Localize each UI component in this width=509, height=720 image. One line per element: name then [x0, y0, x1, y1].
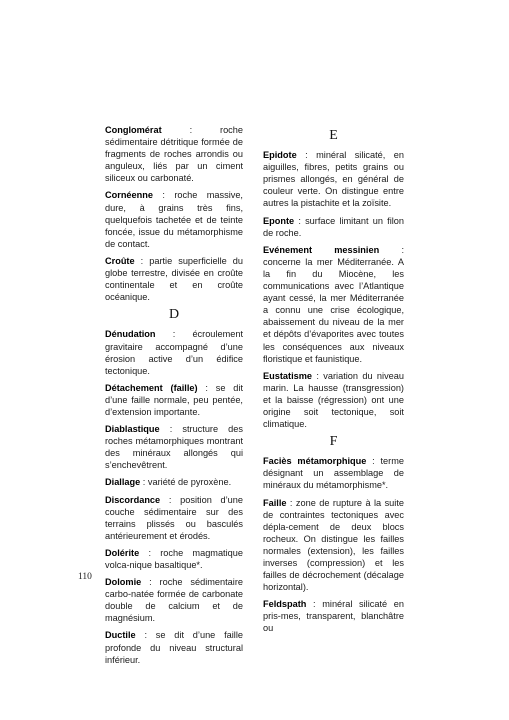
- glossary-entry: [105, 476, 243, 488]
- entry-term: Evénement messinien: [263, 244, 380, 255]
- entry-term: Diablastique: [105, 424, 160, 435]
- entry-definition: : zone de rupture à la suite de contraintes tectoniques avec dépla-cement de deux blocs rocheux. On distingue les failles normales (extension), les failles inverses (compression) et les failles de décrochement (décalage horizontal).: [263, 497, 404, 593]
- page-number: 110: [78, 572, 92, 582]
- entry-term: Conglomérat: [105, 125, 162, 135]
- glossary-entry: [263, 244, 404, 365]
- glossary-entry: [105, 423, 243, 471]
- entry-term: Faciès métamorphique: [263, 456, 367, 467]
- entry-definition: : minéral silicaté en pris-mes, transparent, blanchâtre ou: [263, 599, 404, 634]
- entry-term: Détachement (faille): [105, 382, 198, 393]
- section-letter-f: F: [329, 434, 338, 450]
- right-column: [263, 124, 404, 640]
- entry-definition: : minéral silicaté, en aiguilles, fibres, petits grains ou prismes allongés, en général de couleur verte. On distingue entre autres la pistachite et la zoïsite.: [263, 150, 404, 209]
- glossary-entry: [263, 215, 404, 239]
- entry-definition: : roche magmatique volca-nique basaltique*.: [105, 547, 243, 570]
- glossary-entry: [263, 497, 404, 594]
- entry-term: Diallage: [105, 477, 141, 488]
- entry-definition: : structure des roches métamorphiques montrant des minéraux allongés qui s’enchevêtrent.: [105, 424, 243, 471]
- glossary-entry: [105, 189, 243, 249]
- entry-definition: : variation du niveau marin. La hausse (transgression) et la baisse (régression) ont une origine soit tectonique, soit climatique.: [263, 370, 404, 430]
- section-letter-e: E: [329, 128, 338, 143]
- entry-definition: : concerne la mer Méditerranée. A la fin du Miocène, les communications avec l’Atlantique ayant cessé, la mer Méditerranée a connu une crise écologique, abaissement du niveau de la mer et dépôts d’évaporites avec toutes les conséquences aux niveaux floristique et faunistique.: [263, 244, 404, 364]
- glossary-entry: [105, 382, 243, 418]
- glossary-entry: [105, 629, 243, 665]
- glossary-entry: [105, 494, 243, 542]
- entry-definition: : variété de pyroxène.: [140, 477, 232, 488]
- entry-definition: : surface limitant un filon de roche.: [263, 215, 404, 238]
- entry-term: Dénudation: [105, 329, 156, 340]
- glossary-entry: [263, 370, 404, 430]
- glossary-entry: [263, 455, 404, 491]
- entry-term: Dolérite: [105, 547, 140, 558]
- glossary-entry: [263, 149, 404, 209]
- entry-term: Discordance: [105, 494, 161, 505]
- entry-definition: : se dit d’une faille normale, peu pentée, d’extension importante.: [105, 382, 243, 417]
- glossary-entry: [105, 576, 243, 624]
- entry-definition: : écroulement gravitaire accompagné d’une érosion active d’un édifice tectonique.: [105, 329, 243, 376]
- glossary-entry: [105, 547, 243, 571]
- entry-term: Eustatisme: [263, 370, 313, 381]
- entry-definition: : partie superficielle du globe terrestre, divisée en croûte continentale et en croûte océanique.: [105, 255, 243, 303]
- entry-definition: : se dit d’une faille profonde du niveau structural inférieur.: [105, 630, 243, 665]
- glossary-entry: [263, 598, 404, 634]
- entry-term: Faille: [263, 497, 287, 508]
- entry-term: Epidote: [263, 150, 297, 161]
- entry-definition: : roche sédimentaire carbo-natée formée de carbonate double de calcium et de magnésium.: [105, 577, 243, 624]
- entry-definition: : terme désignant un assemblage de minéraux du métamorphisme*.: [263, 456, 404, 491]
- glossary-entry: [105, 328, 243, 376]
- entry-definition: : roche sédimentaire détritique formée de fragments de roches arrondis ou anguleux, liés par un ciment siliceux ou carbonaté.: [105, 125, 243, 184]
- entry-term: Feldspath: [263, 599, 307, 610]
- section-letter-d: D: [168, 307, 180, 323]
- glossary-entry: [105, 124, 243, 184]
- left-column: [105, 124, 243, 671]
- entry-term: Dolomie: [105, 577, 142, 588]
- entry-term: Croûte: [105, 255, 135, 266]
- entry-definition: : position d’une couche sédimentaire sur des terrains plissés ou basculés antérieurement et érodés.: [105, 494, 243, 541]
- entry-term: Cornéenne: [105, 190, 153, 201]
- entry-term: Eponte: [263, 215, 295, 226]
- entry-definition: : roche massive, dure, à grains très fins, quelquefois tachetée et de teinte foncée, issue du métamorphisme de contact.: [105, 190, 243, 249]
- entry-term: Ductile: [105, 630, 136, 641]
- glossary-entry: [105, 255, 243, 303]
